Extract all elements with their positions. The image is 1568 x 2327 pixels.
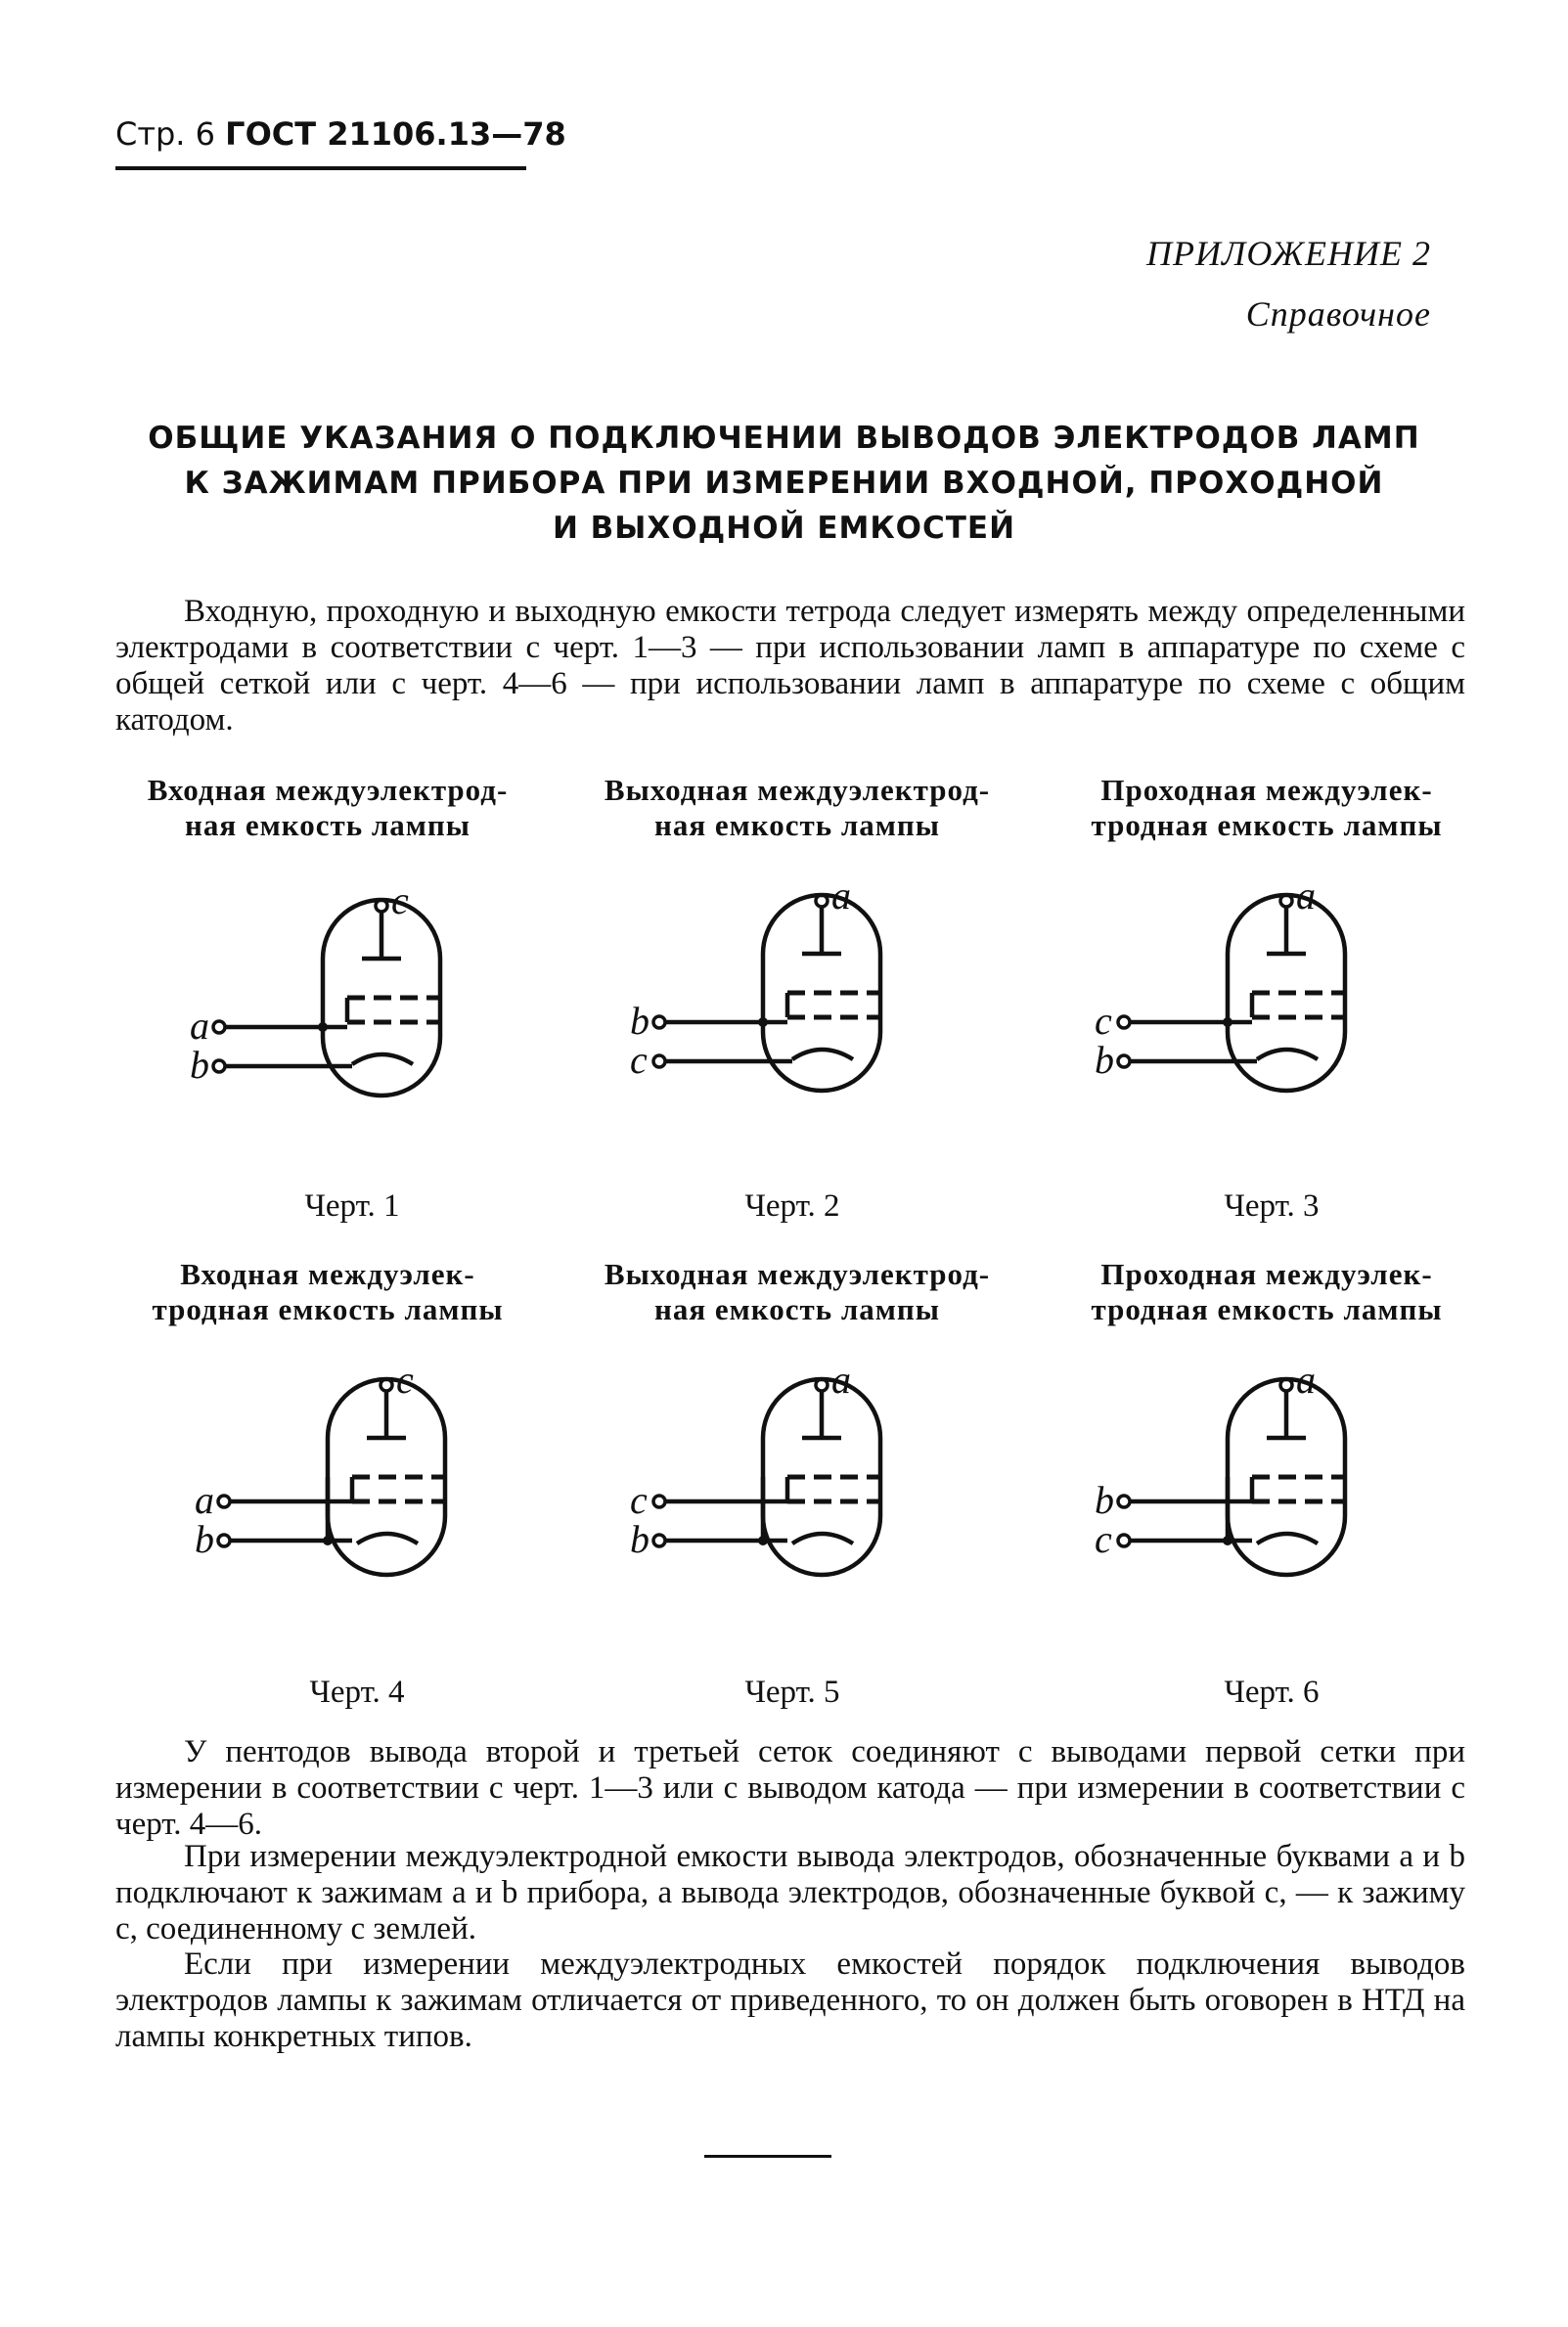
header-rule (115, 166, 526, 170)
title-line-2: К ЗАЖИМАМ ПРИБОРА ПРИ ИЗМЕРЕНИИ ВХОДНОЙ, ПРОХОДНОЙ (184, 466, 1384, 501)
figure-label-2: Черт. 2 (744, 1188, 840, 1224)
tube-diagram-6 (1091, 1358, 1374, 1614)
intro-paragraph: Входную, проходную и выходную емкости тетрода следует измерять между определенными электродами в соответствии с черт. 1—3 — при использовании ламп в аппаратуре по схеме с общей сеткой или с черт. 4—6 — при использовании ламп в аппаратуре по схеме с общим катодом. (115, 594, 1465, 738)
terminal-upper (218, 1496, 230, 1507)
terminal-upper (653, 1496, 665, 1507)
figure-label-4: Черт. 4 (309, 1675, 405, 1710)
terminal-lower (1118, 1055, 1130, 1067)
appendix-kind: Справочное (1245, 294, 1431, 334)
terminal-lower (218, 1535, 230, 1546)
tube-diagram-3 (1091, 873, 1374, 1130)
note-paragraph-3: Если при измерении междуэлектродных емкостей порядок подключения выводов электродов лампы к зажимам отличается от приведенного, то он должен быть оговорен в НТД на лампы конкретных типов. (115, 1947, 1465, 2054)
terminal-lower-letter: c (630, 1038, 648, 1082)
standard-code: ГОСТ 21106.13—78 (225, 115, 566, 153)
terminal-upper-letter: a (190, 1004, 209, 1048)
tube-diagram-4 (191, 1358, 474, 1614)
terminal-upper-letter: a (195, 1478, 214, 1522)
terminal-lower-letter: b (1095, 1038, 1114, 1082)
tube-diagram-5 (626, 1358, 910, 1614)
terminal-lower-letter: b (630, 1517, 650, 1561)
cathode-arc (1257, 1534, 1318, 1544)
terminal-top-letter: a (1296, 1358, 1316, 1402)
tube-diagram-1 (186, 878, 470, 1135)
figure-caption-2: Выходная междуэлектрод- ная емкость лампы (604, 773, 991, 842)
terminal-upper-letter: b (1095, 1478, 1114, 1522)
cathode-arc (792, 1050, 853, 1059)
terminal-upper (213, 1021, 225, 1033)
terminal-top-letter: a (1296, 873, 1316, 917)
terminal-lower-letter: c (1095, 1517, 1112, 1561)
terminal-lower (213, 1060, 225, 1072)
section-title (0, 416, 1568, 551)
figure-caption-6: Проходная междуэлек- тродная емкость лампы (1091, 1257, 1443, 1326)
appendix-block (1146, 223, 1431, 344)
terminal-upper-letter: c (1095, 999, 1112, 1043)
figure-label-6: Черт. 6 (1224, 1675, 1320, 1710)
terminal-lower-letter: b (195, 1517, 214, 1561)
bottom-rule (704, 2155, 831, 2158)
tube-diagram-2 (626, 873, 910, 1130)
page-number: Стр. 6 (115, 115, 215, 153)
figure-caption-4: Входная междуэлек- тродная емкость лампы (152, 1257, 504, 1326)
figure-label-5: Черт. 5 (744, 1675, 840, 1710)
terminal-top-letter: a (831, 1358, 851, 1402)
terminal-upper (653, 1016, 665, 1028)
cathode-arc (357, 1534, 418, 1544)
page-header (115, 115, 566, 153)
title-line-3: И ВЫХОДНОЙ ЕМКОСТЕЙ (552, 511, 1016, 546)
figure-label-1: Черт. 1 (304, 1188, 400, 1224)
terminal-lower-letter: b (190, 1043, 209, 1087)
terminal-upper-letter: b (630, 999, 650, 1043)
cathode-arc (792, 1534, 853, 1544)
figure-caption-5: Выходная междуэлектрод- ная емкость лампы (604, 1257, 991, 1326)
appendix-label: ПРИЛОЖЕНИЕ 2 (1146, 234, 1431, 273)
title-line-1: ОБЩИЕ УКАЗАНИЯ О ПОДКЛЮЧЕНИИ ВЫВОДОВ ЭЛЕКТРОДОВ ЛАМП (148, 421, 1420, 456)
terminal-lower (653, 1055, 665, 1067)
terminal-top-letter: a (831, 873, 851, 917)
terminal-lower (653, 1535, 665, 1546)
terminal-top-letter: c (391, 878, 409, 922)
note-paragraph-2: При измерении междуэлектродной емкости вывода электродов, обозначенные буквами a и b подключают к зажимам a и b прибора, а вывода электродов, обозначенные буквой c, — к зажиму c, соединенному с землей. (115, 1839, 1465, 1947)
terminal-lower (1118, 1535, 1130, 1546)
figure-caption-3: Проходная междуэлек- тродная емкость лампы (1091, 773, 1443, 842)
figure-caption-1: Входная междуэлектрод- ная емкость лампы (147, 773, 509, 842)
cathode-arc (1257, 1050, 1318, 1059)
figure-label-3: Черт. 3 (1224, 1188, 1320, 1224)
terminal-upper-letter: c (630, 1478, 648, 1522)
terminal-upper (1118, 1016, 1130, 1028)
cathode-arc (352, 1054, 413, 1064)
terminal-top-letter: c (396, 1358, 414, 1402)
note-paragraph-1: У пентодов вывода второй и третьей сеток соединяют с выводами первой сетки при измерении в соответствии с черт. 1—3 или с выводом катода — при измерении в соответствии с черт. 4—6. (115, 1734, 1465, 1842)
terminal-upper (1118, 1496, 1130, 1507)
